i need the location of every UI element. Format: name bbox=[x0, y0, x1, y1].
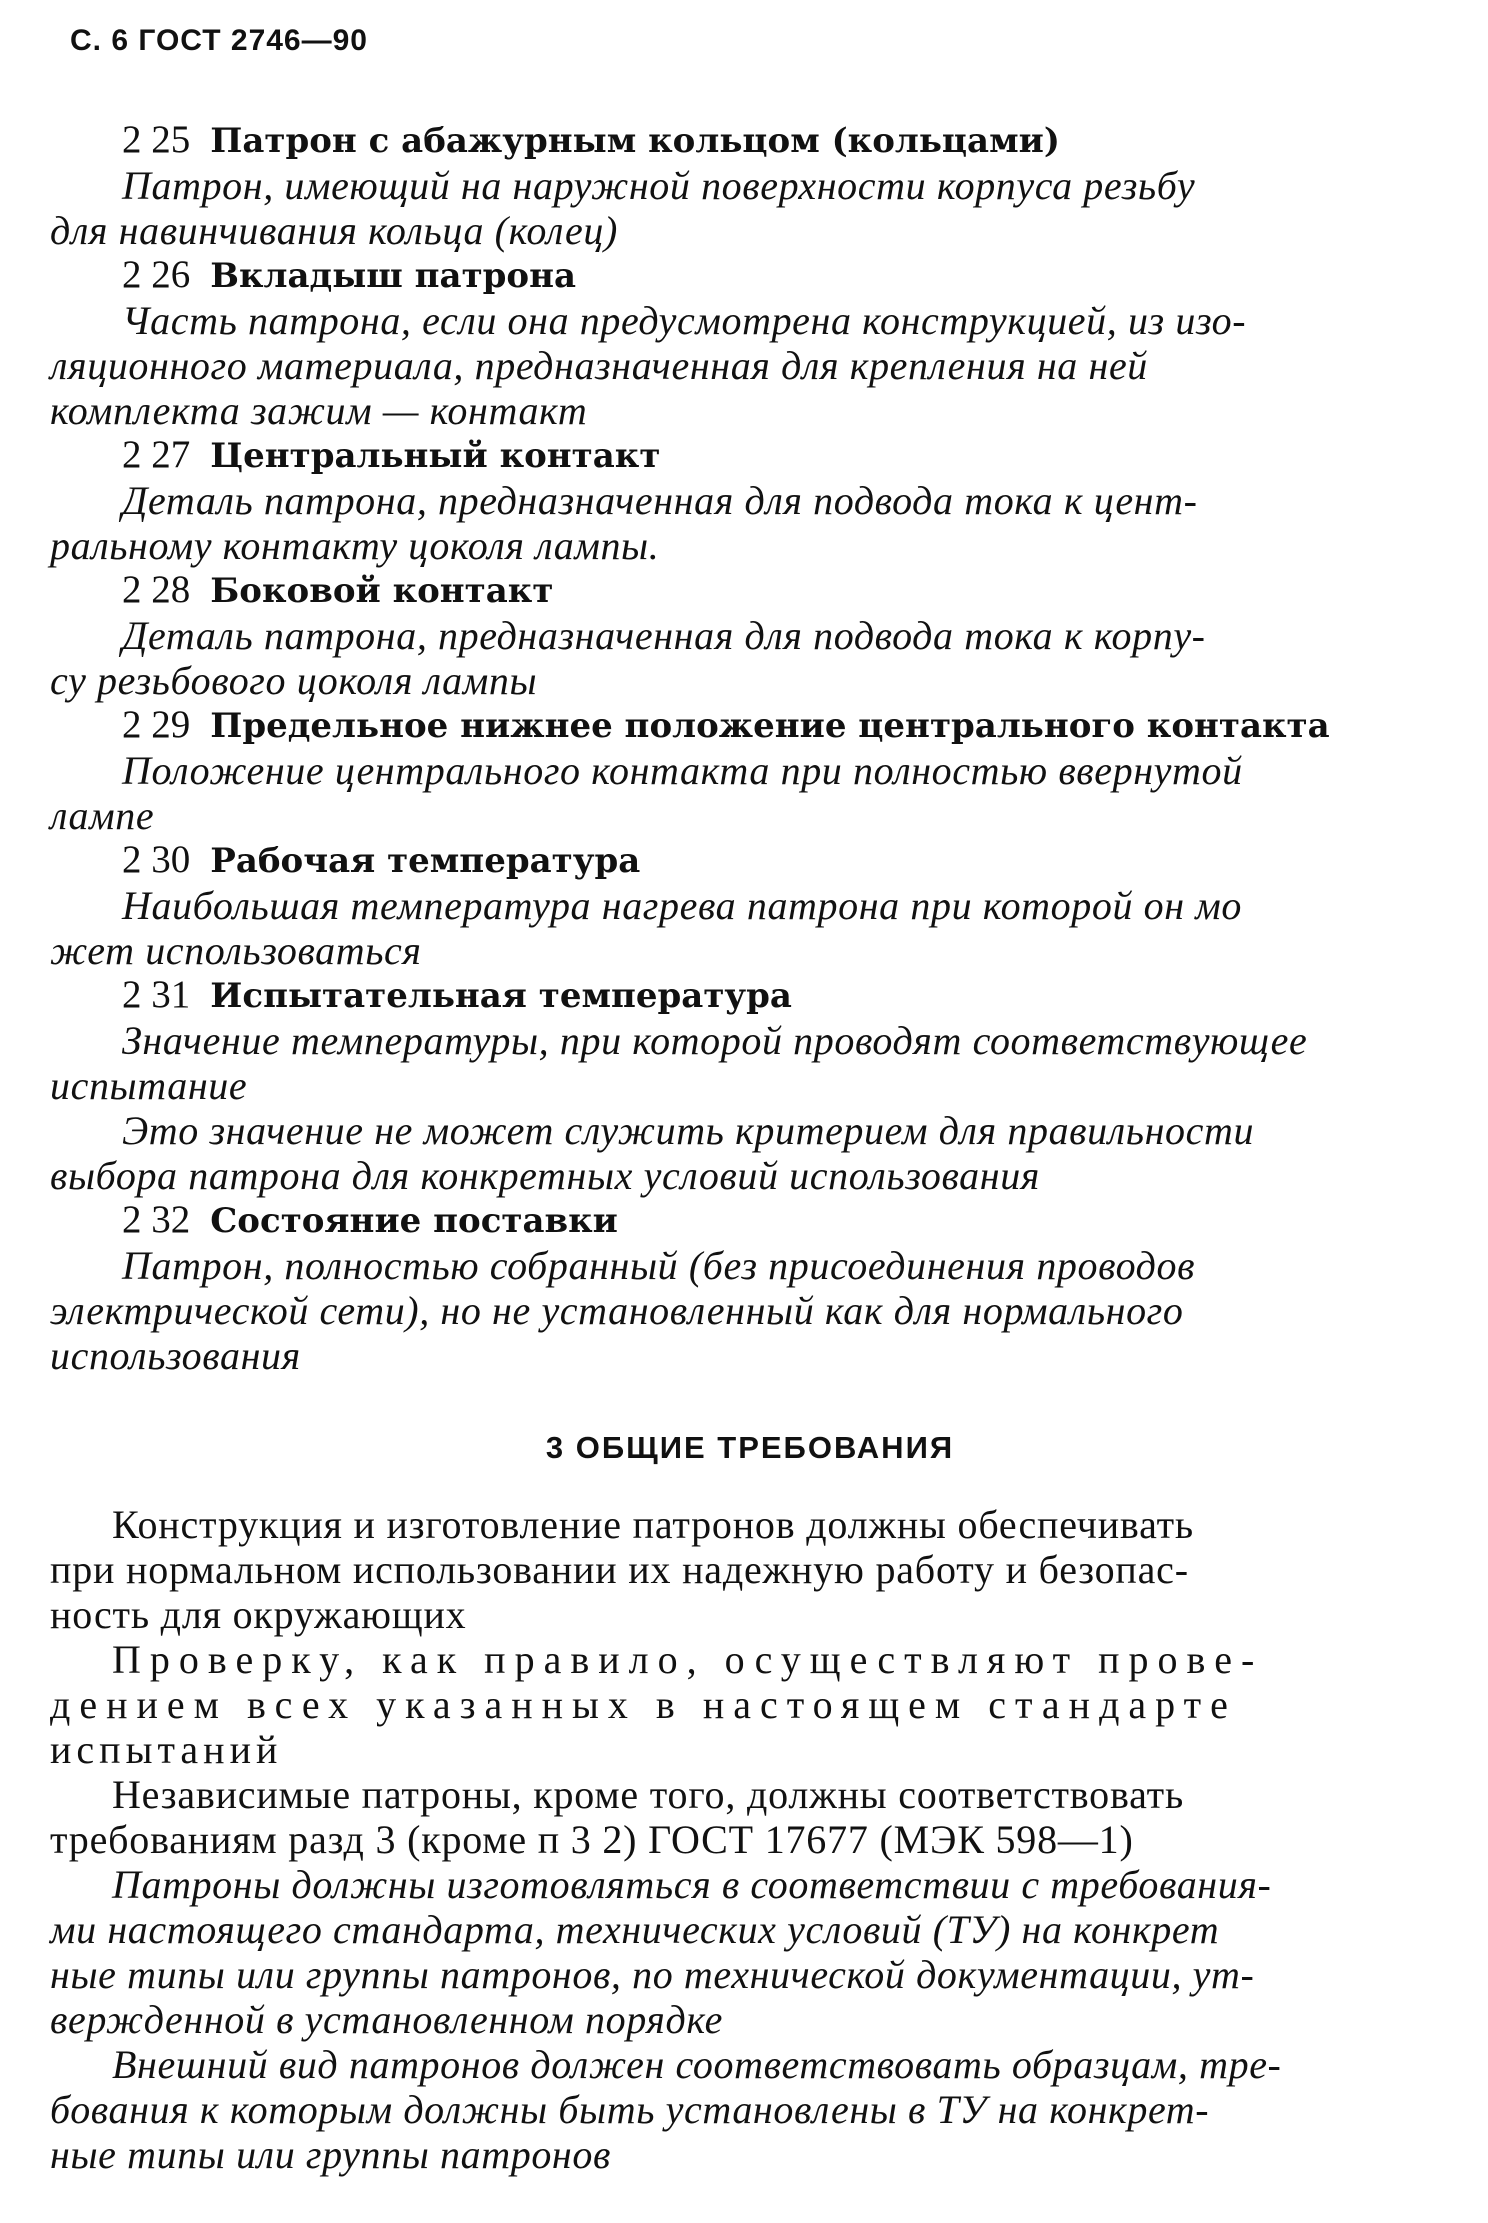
term-entry bbox=[50, 703, 1450, 838]
term-number: 2 28 bbox=[122, 568, 191, 611]
term-entry bbox=[50, 568, 1450, 703]
definition-line: лампе bbox=[50, 793, 155, 838]
term-heading bbox=[50, 1198, 1450, 1243]
paragraph-line: Проверку, как правило, осуществляют прове- bbox=[112, 1637, 1264, 1682]
term-definition bbox=[50, 478, 1450, 568]
paragraph-line: ные типы или группы патронов, по технической документации, ут- bbox=[50, 1952, 1255, 1997]
definition-line: ляционного материала, предназначенная для крепления на ней bbox=[50, 343, 1148, 388]
term-heading bbox=[50, 568, 1450, 613]
definition-line: Патрон, полностью собранный (без присоединения проводов bbox=[122, 1243, 1196, 1288]
term-number: 2 25 bbox=[122, 118, 191, 161]
paragraph bbox=[50, 1637, 1450, 1772]
term-number: 2 31 bbox=[122, 973, 191, 1016]
term-title: Состояние поставки bbox=[210, 1201, 618, 1241]
term-title: Боковой контакт bbox=[210, 571, 554, 611]
paragraph-line: Патроны должны изготовляться в соответствии с требования- bbox=[112, 1862, 1272, 1907]
paragraph-line: дением всех указанных в настоящем стандарте bbox=[50, 1682, 1237, 1727]
paragraph-line: бования к которым должны быть установлены в ТУ на конкрет- bbox=[50, 2087, 1210, 2132]
term-definition bbox=[50, 1018, 1450, 1198]
term-entry bbox=[50, 1198, 1450, 1378]
definition-line: комплекта зажим — контакт bbox=[50, 388, 588, 433]
term-entry bbox=[50, 838, 1450, 973]
paragraph-line: ми настоящего стандарта, технических условий (ТУ) на конкрет bbox=[50, 1907, 1220, 1952]
paragraph-line: при нормальном использовании их надежную работу и безопас- bbox=[50, 1547, 1189, 1592]
term-title: Вкладыш патрона bbox=[210, 256, 577, 296]
paragraph-line: Внешний вид патронов должен соответствовать образцам, тре- bbox=[112, 2042, 1282, 2087]
term-entry bbox=[50, 253, 1450, 433]
definition-line: Значение температуры, при которой проводят соответствующее bbox=[122, 1018, 1308, 1063]
term-heading bbox=[50, 973, 1450, 1018]
term-number: 2 29 bbox=[122, 703, 191, 746]
term-number: 2 30 bbox=[122, 838, 191, 881]
definition-line: Деталь патрона, предназначенная для подвода тока к цент- bbox=[122, 478, 1198, 523]
definition-line: Патрон, имеющий на наружной поверхности корпуса резьбу bbox=[122, 163, 1196, 208]
definition-line: для навинчивания кольца (колец) bbox=[50, 208, 618, 253]
paragraph-line: вержденной в установленном порядке bbox=[50, 1997, 723, 2042]
term-heading bbox=[50, 118, 1450, 163]
paragraph-line: Конструкция и изготовление патронов должны обеспечивать bbox=[112, 1502, 1194, 1547]
section-title: 3 ОБЩИЕ ТРЕБОВАНИЯ bbox=[545, 1430, 955, 1465]
paragraph-line: ные типы или группы патронов bbox=[50, 2132, 611, 2177]
paragraph bbox=[50, 1772, 1450, 1862]
definition-line: Положение центрального контакта при полностью ввернутой bbox=[122, 748, 1243, 793]
definition-line: Деталь патрона, предназначенная для подвода тока к корпу- bbox=[122, 613, 1206, 658]
paragraph bbox=[50, 1862, 1450, 2042]
term-title: Патрон с абажурным кольцом (кольцами) bbox=[210, 121, 1060, 161]
term-number: 2 27 bbox=[122, 433, 191, 476]
definition-line: испытание bbox=[50, 1063, 248, 1108]
term-title: Испытательная температура bbox=[210, 976, 792, 1016]
paragraph-line: требованиям разд 3 (кроме п 3 2) ГОСТ 17677 (МЭК 598—1) bbox=[50, 1817, 1134, 1862]
term-heading bbox=[50, 838, 1450, 883]
term-entry bbox=[50, 118, 1450, 253]
term-definition bbox=[50, 748, 1450, 838]
term-definition bbox=[50, 613, 1450, 703]
paragraph-line: испытаний bbox=[50, 1727, 283, 1772]
term-number: 2 26 bbox=[122, 253, 191, 296]
paragraph-line: Независимые патроны, кроме того, должны соответствовать bbox=[112, 1772, 1184, 1817]
definition-note-line: выбора патрона для конкретных условий использования bbox=[50, 1153, 1040, 1198]
term-title: Рабочая температура bbox=[210, 841, 641, 881]
definition-line: ральному контакту цоколя лампы. bbox=[50, 523, 660, 568]
term-heading bbox=[50, 433, 1450, 478]
term-definition bbox=[50, 883, 1450, 973]
paragraph bbox=[50, 1502, 1450, 1637]
paragraph bbox=[50, 2042, 1450, 2177]
term-number: 2 32 bbox=[122, 1198, 191, 1241]
definition-note-line: Это значение не может служить критерием для правильности bbox=[122, 1108, 1255, 1153]
term-entry bbox=[50, 973, 1450, 1198]
definition-line: су резьбового цоколя лампы bbox=[50, 658, 538, 703]
term-heading bbox=[50, 253, 1450, 298]
term-definition bbox=[50, 298, 1450, 433]
term-heading bbox=[50, 703, 1450, 748]
term-title: Предельное нижнее положение центрального контакта bbox=[210, 706, 1330, 746]
definition-line: Наибольшая температура нагрева патрона при которой он мо bbox=[122, 883, 1243, 928]
definition-line: электрической сети), но не установленный как для нормального bbox=[50, 1288, 1184, 1333]
definition-line: использования bbox=[50, 1333, 301, 1378]
term-definition bbox=[50, 1243, 1450, 1378]
definition-line: жет использоваться bbox=[50, 928, 422, 973]
document-body bbox=[50, 118, 1450, 2177]
term-definition bbox=[50, 163, 1450, 253]
term-entry bbox=[50, 433, 1450, 568]
paragraph-line: ность для окружающих bbox=[50, 1592, 467, 1637]
page-header: С. 6 ГОСТ 2746—90 bbox=[70, 24, 368, 57]
term-title: Центральный контакт bbox=[210, 436, 661, 476]
definition-line: Часть патрона, если она предусмотрена конструкцией, из изо- bbox=[122, 298, 1247, 343]
